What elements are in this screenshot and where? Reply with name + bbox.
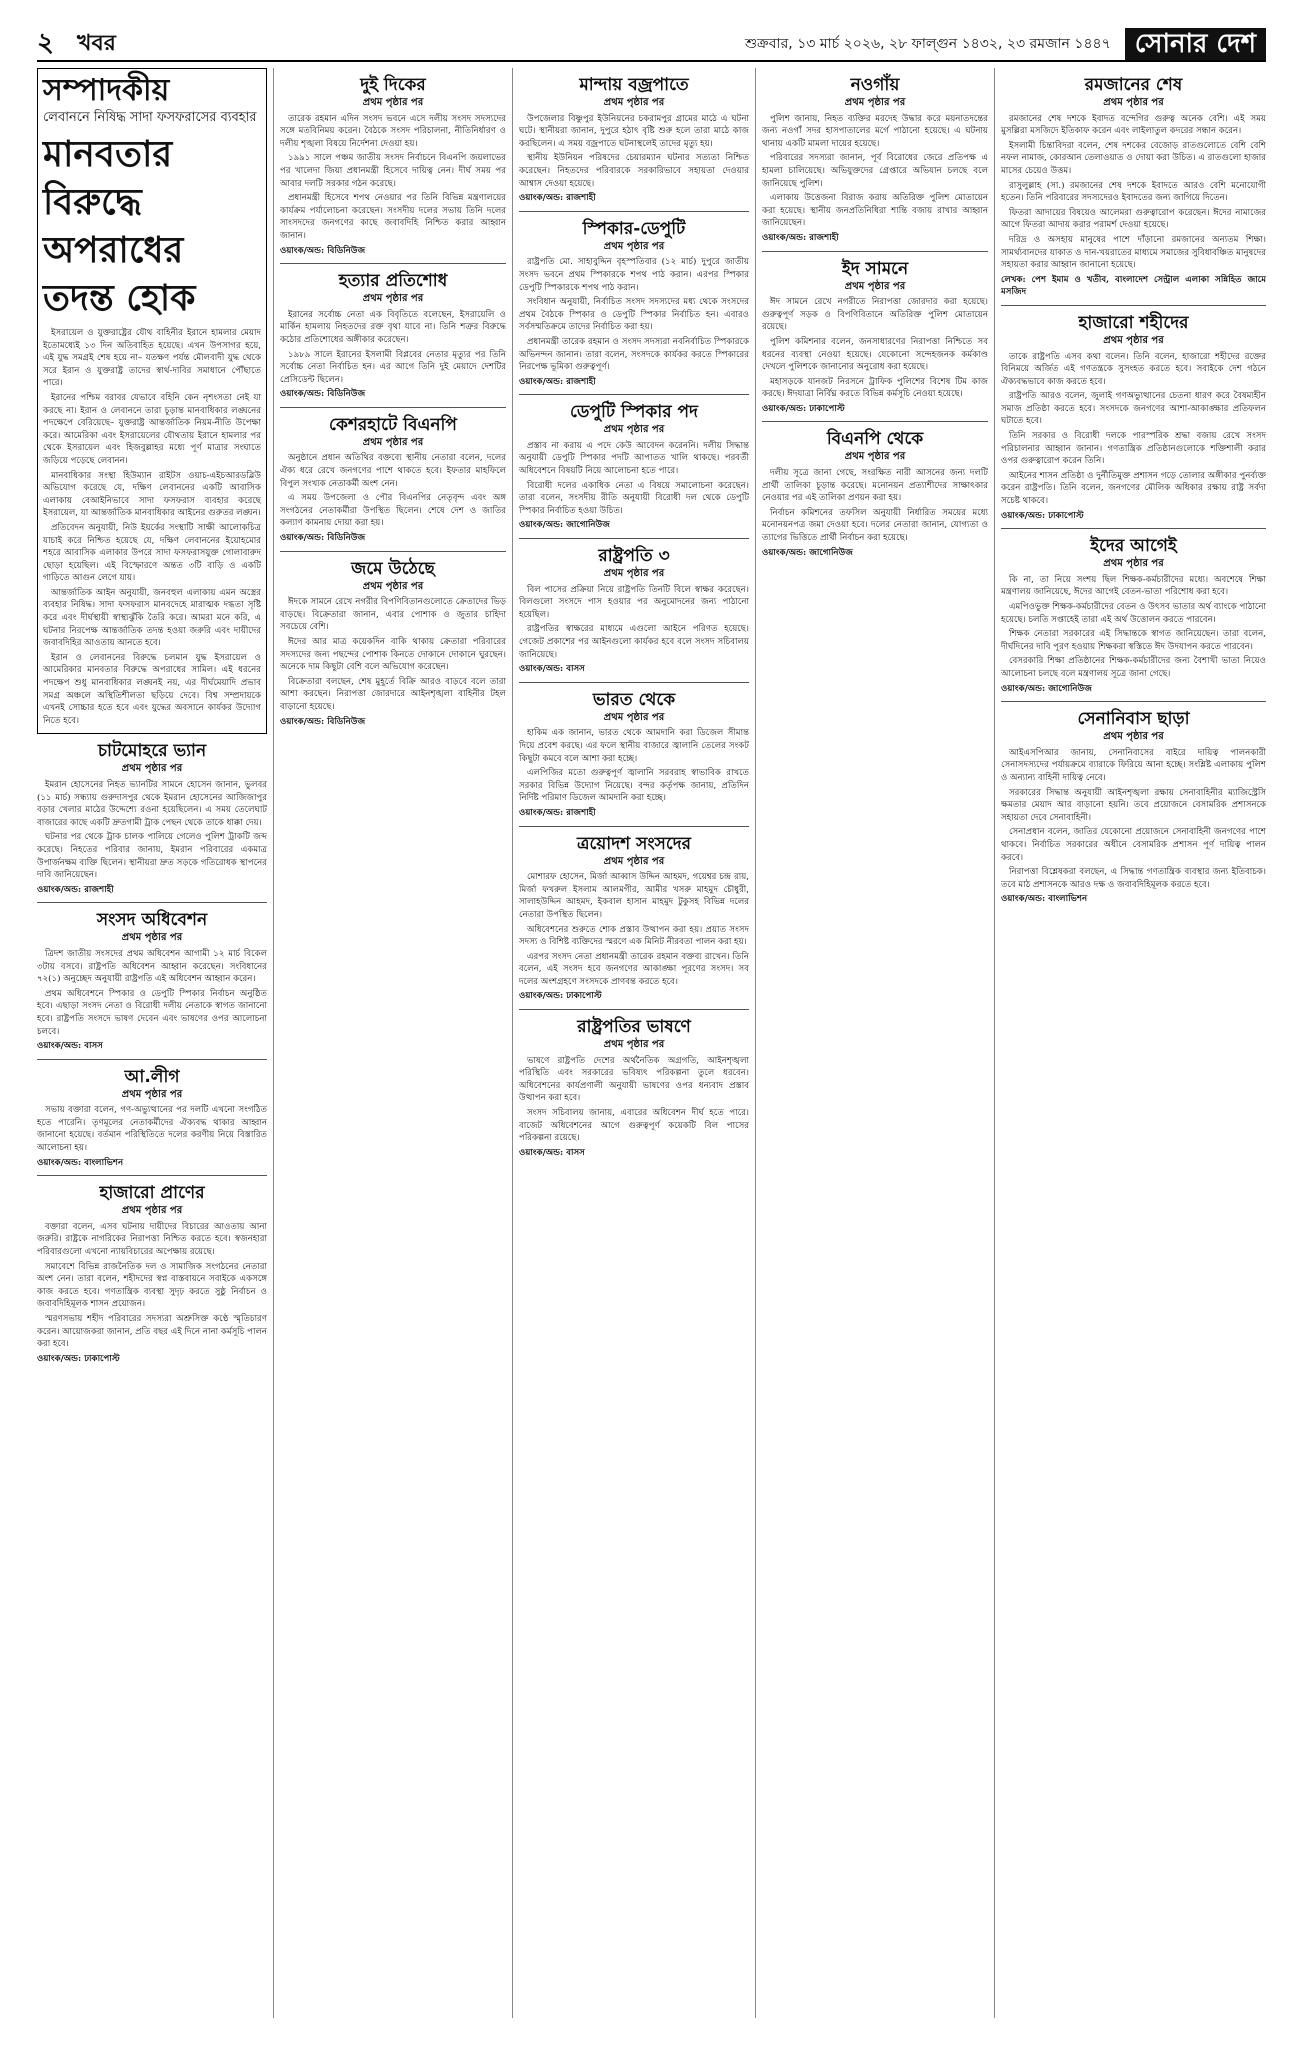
editorial-box bbox=[37, 68, 267, 734]
paragraph: উপজেলার বিষ্ণুপুর ইউনিয়নের চকরামপুর গ্রামের মাঠে এ ঘটনা ঘটে। স্থানীয়রা জানান, দুপুরে হঠাৎ বৃষ্টি শুরু হলে তারা মাঠে কাজ করছিলেন। এ সময় বজ্রপাতে ঘটনাস্থলেই তাদের মৃত্যু হয়। bbox=[519, 113, 749, 149]
article-source: ওয়াংক/অন্ড: বিডিনিউজ bbox=[280, 245, 366, 256]
paragraph: ১৯৯১ সালে পঞ্চম জাতীয় সংসদ নির্বাচনে বিএনপি জয়লাভের পর খালেদা জিয়া প্রধানমন্ত্রী হিসেবে দায়িত্ব নেন। দীর্ঘ সময় পর আবার দলটি সরকার গঠন করেছে। bbox=[280, 153, 506, 189]
article-source: ওয়াংক/অন্ড: বাসস bbox=[519, 1147, 585, 1158]
paragraph: দলীয় সূত্রে জানা গেছে, সংরক্ষিত নারী আসনের জন্য দলটি প্রার্থী তালিকা চূড়ান্ত করেছে। মনোনয়ন প্রত্যাশীদের সাক্ষাৎকার নেওয়ার পর এই তালিকা প্রণয়ন করা হয়। bbox=[762, 468, 988, 504]
article-source: ওয়াংক/অন্ড: রাজশাহী bbox=[519, 193, 596, 204]
article-keshor bbox=[280, 414, 506, 545]
article-source: ওয়াংক/অন্ড: ঢাকাপোস্ট bbox=[762, 403, 845, 414]
continued-label: প্রথম পৃষ্ঠার পর bbox=[362, 580, 424, 592]
article-title: স্পিকার-ডেপুটি bbox=[582, 218, 686, 239]
continued-label: প্রথম পৃষ্ঠার পর bbox=[1103, 97, 1164, 108]
paragraph: সমাবেশে বিভিন্ন রাজনৈতিক দল ও সামাজিক সংগঠনের নেতারা অংশ নেন। তারা বলেন, শহীদদের স্বপ্ন বাস্তবায়নে সবাইকে একসঙ্গে কাজ করতে হবে। গণতান্ত্রিক ব্যবস্থা সুদৃঢ় করতে সুষ্ঠু নির্বাচন ও জবাবদিহিমূলক শাসন প্রয়োজন। bbox=[37, 1261, 267, 1310]
paragraph: বিল পাসের প্রক্রিয়া নিয়ে রাষ্ট্রপতি তিনটি বিলে স্বাক্ষর করেছেন। বিলগুলো সংসদে পাস হওয়ার পর অনুমোদনের জন্য পাঠানো হয়েছিল। bbox=[519, 584, 749, 620]
article-source: ওয়াংক/অন্ড: রাজশাহী bbox=[519, 376, 596, 387]
paragraph: শিক্ষক নেতারা সরকারের এই সিদ্ধান্তকে স্বাগত জানিয়েছেন। তারা বলেন, দীর্ঘদিনের দাবি পূরণ হওয়ায় শিক্ষকরা স্বস্তিতে ঈদ উদযাপন করতে পারবেন। bbox=[1001, 629, 1266, 652]
article-source: ওয়াংক/অন্ড: বিডিনিউজ bbox=[280, 389, 366, 400]
article-title: ডেপুটি স্পিকার পদ bbox=[570, 402, 698, 423]
paragraph: রাসুলুল্লাহ (সা.) রমজানের শেষ দশকে ইবাদতে আরও বেশি মনোযোগী হতেন। তিনি পরিবারের সদস্যদেরও ইবাদতের জন্য জাগিয়ে দিতেন। bbox=[1001, 180, 1266, 204]
paragraph: ত্রিদশ জাতীয় সংসদের প্রথম অধিবেশন আগামী ১২ মার্চ বিকেল ৩টায় বসবে। রাষ্ট্রপতি অধিবেশন আহ্বান করেছেন। সংবিধানের ৭২(১) অনুচ্ছেদ অনুযায়ী রাষ্ট্রপতি এই অধিবেশন আহ্বান করেন। bbox=[37, 948, 267, 985]
page-number: ২ bbox=[37, 28, 54, 58]
paragraph: মহাসড়কে যানজট নিরসনে ট্রাফিক পুলিশের বিশেষ টিম কাজ করছে। ঈদযাত্রা নির্বিঘ্ন করতে বিভিন্ন কর্মসূচি নেওয়া হয়েছে। bbox=[762, 376, 988, 400]
paragraph: এ সময় উপজেলা ও পৌর বিএনপির নেতৃবৃন্দ এবং অঙ্গ সংগঠনের নেতাকর্মীরা উপস্থিত ছিলেন। শেষে দেশ ও জাতির কল্যাণ কামনায় দোয়া করা হয়। bbox=[280, 493, 506, 529]
continued-label: প্রথম পৃষ্ঠার পর bbox=[603, 855, 665, 867]
continued-label: প্রথম পৃষ্ঠার পর bbox=[1103, 731, 1164, 743]
article-deputy bbox=[519, 401, 749, 532]
continued-label: প্রথম পৃষ্ঠার পর bbox=[844, 451, 906, 463]
article-title: জমে উঠেছে bbox=[351, 558, 435, 579]
article-source: ওয়াংক/অন্ড: রাজশাহী bbox=[762, 232, 839, 243]
article-rashtrapati3 bbox=[519, 545, 749, 676]
editorial-headline: মানবতার বিরুদ্ধে অপরাধের তদন্ত হোক bbox=[43, 134, 196, 319]
paragraph: বেসরকারি শিক্ষা প্রতিষ্ঠানের শিক্ষক-কর্মচারীদের জন্য বৈশাখী ভাতা নিয়েও আলোচনা চলছে বলে মন্ত্রণালয় সূত্রে জানা গেছে। bbox=[1001, 656, 1266, 679]
continued-label: প্রথম পৃষ্ঠার পর bbox=[121, 1205, 183, 1217]
paragraph: এলপিজির মতো গুরুত্বপূর্ণ জ্বালানি সরবরাহ স্বাভাবিক রাখতে সরকার বিভিন্ন উদ্যোগ নিয়েছে। বন্দর কর্তৃপক্ষ জানায়, প্রতিদিন নির্দিষ্ট পরিমাণ ডিজেল আমদানি করা হচ্ছে। bbox=[519, 768, 749, 804]
editorial-body bbox=[43, 327, 261, 727]
paragraph: অধিবেশনের শুরুতে শোক প্রস্তাব উত্থাপন করা হয়। প্রয়াত সংসদ সদস্য ও বিশিষ্ট ব্যক্তিদের স্মরণে এক মিনিট নীরবতা পালন করা হয়। bbox=[519, 924, 749, 948]
article-title: রমজানের শেষ bbox=[1084, 75, 1183, 95]
paragraph: মানবাধিকার সংস্থা হিউম্যান রাইটস ওয়াচ-এইচআরডব্লিউ অভিযোগ করেছে যে, দক্ষিণ লেবাননের একটি আবাসিক এলাকায় বেআইনিভাবে সাদা ফসফরাস ব্যবহার করেছে ইসরায়েল, যা আন্তর্জাতিক মানবাধিকার আইনের গুরুতর লঙ্ঘন। bbox=[43, 470, 261, 519]
column-5 bbox=[1001, 68, 1266, 2018]
article-hajaro-pran bbox=[37, 1182, 267, 1365]
paragraph: ঘটনার পর থেকে ট্রাক চালক পালিয়ে গেলেও পুলিশ ট্রাকটি জব্দ করেছে। নিহতের পরিবার জানায়, ইমরান পরিবারের একমাত্র উপার্জনক্ষম ব্যক্তি ছিলেন। স্থানীয়রা দ্রুত সড়কে গতিরোধক স্থাপনের দাবি জানিয়েছেন। bbox=[37, 832, 267, 881]
paragraph: ১৯৮৯ সালে ইরানের ইসলামী বিপ্লবের নেতার মৃত্যুর পর তিনি সর্বোচ্চ নেতা নির্বাচিত হন। এর আগে তিনি দুই মেয়াদে দেশটির প্রেসিডেন্ট ছিলেন। bbox=[280, 349, 506, 385]
article-source: ওয়াংক/অন্ড: ঢাকাপোস্ট bbox=[37, 1353, 120, 1364]
article-bharot bbox=[519, 689, 749, 820]
continued-label: প্রথম পৃষ্ঠার পর bbox=[1103, 558, 1164, 570]
article-speaker bbox=[519, 218, 749, 389]
article-bhashon bbox=[519, 1016, 749, 1159]
column-4 bbox=[762, 68, 988, 2018]
paragraph: হাকিম এক জানান, ভারত থেকে আমদানি করা ডিজেল সীমান্ত দিয়ে প্রবেশ করছে। এর ফলে স্থানীয় বাজারে জ্বালানি তেলের সংকট কিছুটা কমবে বলে আশা করা হচ্ছে। bbox=[519, 728, 749, 764]
paragraph: মোশারফ হোসেন, মির্জা আব্বাস উদ্দিন আহমদ, গয়েশ্বর চন্দ্র রায়, মির্জা ফখরুল ইসলাম আলমগীর, আমীর খসরু মাহমুদ চৌধুরী, সালাহউদ্দিন আহমদ, ইকবাল হাসান মাহমুদ টুকুসহ বিভিন্ন দলের নেতারা উপস্থিত ছিলেন। bbox=[519, 872, 749, 920]
paragraph: ইরানের সর্বোচ্চ নেতা এক বিবৃতিতে বলেছেন, ইসরায়েলি ও মার্কিন হামলায় নিহতদের রক্ত বৃথা যাবে না। তিনি শত্রুর বিরুদ্ধে কঠোর প্রতিশোধের অঙ্গীকার করেছেন। bbox=[280, 309, 506, 345]
article-source: ওয়াংক/অন্ড: জাগোনিউজ bbox=[519, 520, 610, 531]
article-jome-uthche bbox=[280, 558, 506, 729]
date-line: শুক্রবার, ১৩ মার্চ ২০২৬, ২৮ ফাল্গুন ১৪৩২, ২৩ রমজান ১৪৪৭ bbox=[744, 36, 1111, 52]
article-naogaon bbox=[762, 74, 988, 245]
article-title: সেনানিবাস ছাড়া bbox=[1077, 709, 1190, 730]
article-source: ওয়াংক/অন্ড: বিডিনিউজ bbox=[280, 533, 366, 544]
article-title: ভারত থেকে bbox=[592, 689, 676, 710]
column-1 bbox=[37, 68, 267, 2018]
article-footer: লেখক: পেশ ইমাম ও খতীব, বাংলাদেশ সেন্ট্রাল এলাকা সন্নিহিত জামে মসজিদ bbox=[1001, 274, 1266, 298]
paragraph: এলাকায় উত্তেজনা বিরাজ করায় অতিরিক্ত পুলিশ মোতায়েন করা হয়েছে। স্থানীয় জনপ্রতিনিধিরা শান্তি বজায় রাখার আহ্বান জানিয়েছেন। bbox=[762, 193, 988, 229]
paragraph: বক্তারা বলেন, এসব ঘটনায় দায়ীদের বিচারের আওতায় আনা জরুরি। রাষ্ট্রকে নাগরিকের নিরাপত্তা নিশ্চিত করতে হবে। স্বজনহারা পরিবারগুলো এখনো ন্যায়বিচারের অপেক্ষায় রয়েছে। bbox=[37, 1221, 267, 1258]
editorial-kicker: লেবাননে নিষিদ্ধ সাদা ফসফরাসের ব্যবহার bbox=[43, 110, 257, 125]
continued-label: প্রথম পৃষ্ঠার পর bbox=[603, 568, 665, 580]
paragraph: বিক্রেতারা বলছেন, শেষ মুহূর্তে বিক্রি আরও বাড়বে বলে তারা আশা করছেন। নিরাপত্তা জোরদারে আইনশৃঙ্খলা বাহিনীর টহল বাড়ানো হয়েছে। bbox=[280, 676, 506, 712]
article-mandar bbox=[519, 74, 749, 205]
article-eider-age bbox=[1001, 535, 1266, 695]
continued-label: প্রথম পৃষ্ঠার পর bbox=[844, 97, 906, 108]
paragraph: পুলিশ জানায়, নিহত ব্যক্তির মরদেহ উদ্ধার করে ময়নাতদন্তের জন্য নওগাঁ সদর হাসপাতালের মর্গে পাঠানো হয়েছে। এ ঘটনায় থানায় একটি মামলা দায়ের হয়েছে। bbox=[762, 113, 988, 149]
article-source: ওয়াংক/অন্ড: জাগোনিউজ bbox=[762, 547, 853, 558]
paragraph: প্রধানমন্ত্রী হিসেবে শপথ নেওয়ার পর তিনি বিভিন্ন মন্ত্রণালয়ের কার্যক্রম পর্যালোচনা করেছেন। সংসদীয় দলের সভায় তিনি দলের সাংসদদের জনগণের কাছে জবাবদিহি নিশ্চিত করার আহ্বান জানান। bbox=[280, 193, 506, 241]
article-sonabas bbox=[1001, 708, 1266, 906]
article-title: ইদ সামনে bbox=[841, 258, 909, 279]
article-title: হত্যার প্রতিশোধ bbox=[338, 271, 448, 292]
article-source: ওয়াংক/অন্ড: বাংলাভিশন bbox=[1001, 894, 1088, 905]
paragraph: ঈদ সামনে রেখে নগরীতে নিরাপত্তা জোরদার করা হয়েছে। গুরুত্বপূর্ণ সড়ক ও বিপণিবিতানে অতিরিক্ত পুলিশ মোতায়েন রয়েছে। bbox=[762, 297, 988, 333]
paragraph: ভাষণে রাষ্ট্রপতি দেশের অর্থনৈতিক অগ্রগতি, আইনশৃঙ্খলা পরিস্থিতি এবং সরকারের ভবিষ্যৎ পরিকল্পনা তুলে ধরবেন। অধিবেশনের কার্যপ্রণালী অনুযায়ী ভাষণের ওপর ধন্যবাদ প্রস্তাব উত্থাপন করা হবে। bbox=[519, 1055, 749, 1104]
paragraph: প্রতিবেদন অনুযায়ী, নিউ ইয়র্কের সংস্থাটি সাক্ষী আলোকচিত্র যাচাই করে নিশ্চিত হয়েছে যে, দক্ষিণ লেবাননের ইয়োহমোর শহরে আবাসিক এলাকার উপরে সাদা ফসফরাসযুক্ত গোলাবারুদ ছোড়া হয়েছিল। এই বিস্ফোরণে অন্তত ৩টি বাড়ি ও একটি গাড়িতে আগুন লেগে যায়। bbox=[43, 522, 261, 584]
paragraph: আইএসপিআর জানায়, সেনানিবাসের বাইরে দায়িত্ব পালনকারী সেনাসদস্যদের পর্যায়ক্রমে ব্যারাকে ফিরিয়ে আনা হচ্ছে। সংশ্লিষ্ট এলাকায় পুলিশ ও অন্যান্য বাহিনী দায়িত্ব নেবে। bbox=[1001, 747, 1266, 783]
paragraph: নির্বাচন কমিশনের তফসিল অনুযায়ী নির্ধারিত সময়ের মধ্যে মনোনয়নপত্র জমা দেওয়া হবে। দলের নেতারা জানান, যোগ্যতা ও ত্যাগের ভিত্তিতে প্রার্থী নির্বাচন করা হয়েছে। bbox=[762, 507, 988, 544]
article-source: ওয়াংক/অন্ড: ঢাকাপোস্ট bbox=[1001, 510, 1084, 521]
article-source: ওয়াংক/অন্ড: রাজশাহী bbox=[519, 807, 596, 818]
section-name: খবর bbox=[77, 30, 116, 56]
article-source: ওয়াংক/অন্ড: জাগোনিউজ bbox=[1001, 683, 1092, 694]
article-bnp-theke bbox=[762, 428, 988, 559]
article-title: মান্দায় বজ্রপাতে bbox=[579, 75, 689, 95]
article-jatiyo bbox=[37, 909, 267, 1052]
paragraph: স্থানীয় ইউনিয়ন পরিষদের চেয়ারম্যান ঘটনার সত্যতা নিশ্চিত করেছেন। নিহতদের পরিবারকে সরকারিভাবে সহায়তা দেওয়ার আশ্বাস দেওয়া হয়েছে। bbox=[519, 153, 749, 189]
paragraph: তারেক রহমান এদিন সংসদ ভবনে এসে দলীয় সংসদ সদস্যদের সঙ্গে মতবিনিময় করেন। বৈঠকে সংসদ পরিচালনা, নীতিনির্ধারণ ও দলীয় শৃঙ্খলা বিষয়ে নির্দেশনা দেওয়া হয়। bbox=[280, 113, 506, 149]
article-source: ওয়াংক/অন্ড: রাজশাহী bbox=[37, 884, 114, 895]
paragraph: অনুষ্ঠানে প্রধান অতিথির বক্তব্যে স্থানীয় নেতারা বলেন, দলের ঐক্য ধরে রেখে জনগণের পাশে থাকতে হবে। ইফতার মাহফিলে বিপুল সংখ্যক নেতাকর্মী অংশ নেন। bbox=[280, 453, 506, 489]
paragraph: সরকারের সিদ্ধান্ত অনুযায়ী আইনশৃঙ্খলা রক্ষায় সেনাবাহিনীর ম্যাজিস্ট্রেসি ক্ষমতার মেয়াদ আর বাড়ানো হয়নি। তবে প্রয়োজনে বেসামরিক প্রশাসনকে সহায়তা দেবে সেনাবাহিনী। bbox=[1001, 787, 1266, 823]
continued-label: প্রথম পৃষ্ঠার পর bbox=[844, 280, 906, 292]
paragraph: ইরানের পশ্চিম বরাবর যেভাবে বহিনি কেন নৃশংসতা নেই যা করছে না। ইরান ও লেবাননে তারা চূড়ান্ত মানবাধিকার লঙ্ঘনের পদক্ষেপে বেরিয়েছে– যুক্তরাষ্ট্র আন্তর্জাতিক নিয়ম-নীতি উপেক্ষা করে। আমেরিকা এবং ইসরায়েলের যৌথতায় ইরানে হামলার পর থেকে ইসরায়েল এবং হিজবুল্লাহর মধ্যে পূর্ণ মাত্রার সংঘাতে জড়িয়ে পড়েছে লেবানন। bbox=[43, 392, 261, 466]
continued-label: প্রথম পৃষ্ঠার পর bbox=[362, 97, 424, 108]
article-title: রাষ্ট্রপতির ভাষণে bbox=[577, 1017, 691, 1038]
paragraph: নিরাপত্তা বিশ্লেষকরা বলছেন, এ সিদ্ধান্ত গণতান্ত্রিক ব্যবস্থার জন্য ইতিবাচক। তবে মাঠ প্রশাসনকে আরও দক্ষ ও জবাবদিহিমূলক করতে হবে। bbox=[1001, 867, 1266, 890]
continued-label: প্রথম পৃষ্ঠার পর bbox=[603, 240, 665, 252]
article-source: ওয়াংক/অন্ড: বাসস bbox=[37, 1041, 103, 1052]
article-source: ওয়াংক/অন্ড: বিডিনিউজ bbox=[280, 716, 366, 727]
paragraph: এমপিওভুক্ত শিক্ষক-কর্মচারীদের বেতন ও উৎসব ভাতার অর্থ ব্যাংকে পাঠানো হয়েছে। চলতি সপ্তাহেই তারা এই অর্থ উত্তোলন করতে পারবেন। bbox=[1001, 602, 1266, 625]
article-troyodosh bbox=[519, 833, 749, 1004]
paragraph: ইসলামী চিন্তাবিদরা বলেন, শেষ দশকের বেজোড় রাতগুলোতে বেশি বেশি নফল নামাজ, কোরআন তেলাওয়াত ও দোয়া করা উচিত। এ রাতগুলো হাজার মাসের চেয়েও উত্তম। bbox=[1001, 140, 1266, 176]
article-awami bbox=[37, 1066, 267, 1170]
article-title: ইদের আগেই bbox=[1090, 536, 1177, 557]
article-title: নওগাঁয় bbox=[850, 75, 900, 95]
article-title: দুই দিকের bbox=[360, 75, 426, 95]
article-ramjan bbox=[1001, 74, 1266, 299]
paragraph: প্রথম অধিবেশনে স্পিকার ও ডেপুটি স্পিকার নির্বাচন অনুষ্ঠিত হবে। এছাড়া সংসদ নেতা ও বিরোধী দলীয় নেতাকে স্বাগত জানানো হবে। রাষ্ট্রপতি সংসদে ভাষণ দেবেন এবং ভাষণের ওপর আলোচনা চলবে। bbox=[37, 988, 267, 1037]
paragraph: রাষ্ট্রপতি আরও বলেন, জুলাই গণঅভ্যুত্থানের চেতনা ধারণ করে বৈষম্যহীন সমাজ প্রতিষ্ঠা করতে হবে। সংসদকে জনগণের আশা-আকাঙ্ক্ষার প্রতিফলন ঘটাতে হবে। bbox=[1001, 391, 1266, 427]
article-source: ওয়াংক/অন্ড: বাসস bbox=[519, 664, 585, 675]
paragraph: এরপর সংসদ নেতা প্রধানমন্ত্রী তারেক রহমান বক্তব্য রাখেন। তিনি বলেন, এই সংসদ হবে জনগণের আকাঙ্ক্ষা পূরণের সংসদ। সব দলের অংশগ্রহণে সংসদকে প্রাণবন্ত করতে হবে। bbox=[519, 951, 749, 987]
article-title: সংসদ অধিবেশন bbox=[96, 910, 208, 931]
continued-label: প্রথম পৃষ্ঠার পর bbox=[121, 763, 183, 775]
paragraph: কি না, তা নিয়ে সংশয় ছিল শিক্ষক-কর্মচারীদের মধ্যে। অবশেষে শিক্ষা মন্ত্রণালয় জানিয়েছে, ঈদের আগেই বেতন-ভাতা পরিশোধ করা হবে। bbox=[1001, 574, 1266, 598]
article-title: বিএনপি থেকে bbox=[826, 429, 924, 450]
masthead bbox=[37, 28, 1266, 62]
continued-label: প্রথম পৃষ্ঠার পর bbox=[362, 436, 424, 448]
continued-label: প্রথম পৃষ্ঠার পর bbox=[362, 293, 424, 305]
paragraph: রাষ্ট্রপতির স্বাক্ষরের মাধ্যমে এগুলো আইনে পরিণত হয়েছে। গেজেট প্রকাশের পর আইনগুলো কার্যকর হবে বলে সংসদ সচিবালয় জানিয়েছে। bbox=[519, 624, 749, 660]
paragraph: ইরান ও লেবাননের বিরুদ্ধে চলমান যুদ্ধ ইসরায়েল ও আমেরিকার মানবতার বিরুদ্ধে অপরাধের সামিল। এই ধরনের পদক্ষেপ শুধু মানবাধিকার লঙ্ঘনই নয়, এর দীর্ঘমেয়াদি প্রভাব সমগ্র অঞ্চলে অস্থিতিশীলতা ছড়িয়ে দেবে। বিশ্ব সম্প্রদায়কে এখনই সোচ্চার হতে হবে এবং যুদ্ধের অবসানে কার্যকর উদ্যোগ নিতে হবে। bbox=[43, 652, 261, 726]
paragraph: পরিবারের সদস্যরা জানান, পূর্ব বিরোধের জেরে প্রতিপক্ষ এ হামলা চালিয়েছে। অভিযুক্তদের গ্রেপ্তারে অভিযান চলছে বলে জানিয়েছে পুলিশ। bbox=[762, 153, 988, 189]
paragraph: প্রস্তাব না করায় এ পদে কেউ আবেদন করেননি। দলীয় সিদ্ধান্ত অনুযায়ী ডেপুটি স্পিকার পদটি আপাতত খালি থাকছে। পরবর্তী অধিবেশনে বিষয়টি নিয়ে আলোচনা হতে পারে। bbox=[519, 440, 749, 477]
paragraph: আন্তর্জাতিক আইন অনুযায়ী, জনবহুল এলাকায় এমন অস্ত্রের ব্যবহার নিষিদ্ধ। সাদা ফসফরাস মানবদেহে মারাত্মক দগ্ধতা সৃষ্টি করে এবং দীর্ঘস্থায়ী স্বাস্থ্যঝুঁকি তৈরি করে। আমরা মনে করি, এ ঘটনার নিরপেক্ষ আন্তর্জাতিক তদন্ত হওয়া জরুরি এবং দায়ীদের জবাবদিহির আওতায় আনতে হবে। bbox=[43, 587, 261, 649]
article-eid-samne bbox=[762, 258, 988, 416]
column-2 bbox=[280, 68, 506, 2018]
column-3 bbox=[519, 68, 749, 2018]
paragraph: সংবিধান অনুযায়ী, নির্বাচিত সংসদ সদস্যদের মধ্য থেকে সংসদের প্রথম বৈঠকে স্পিকার ও ডেপুটি স্পিকার নির্বাচিত হন। এবারও সর্বসম্মতিক্রমে তাদের নির্বাচিত করা হয়। bbox=[519, 297, 749, 333]
paragraph: রমজানের শেষ দশকে ইবাদত বন্দেগির গুরুত্ব অনেক বেশি। এই সময় মুসল্লিরা মসজিদে ইতিকাফ করেন এবং লাইলাতুল কদরের সন্ধান করেন। bbox=[1001, 113, 1266, 137]
continued-label: প্রথম পৃষ্ঠার পর bbox=[121, 1088, 183, 1100]
article-title: রাষ্ট্রপতি ৩ bbox=[598, 546, 670, 567]
paragraph: ফিতরা আদায়ের বিষয়েও আলেমরা গুরুত্বারোপ করেছেন। ঈদের নামাজের আগে ফিতরা আদায় করার পরামর্শ দেওয়া হয়েছে। bbox=[1001, 207, 1266, 231]
continued-label: প্রথম পৃষ্ঠার পর bbox=[603, 711, 665, 723]
article-hotyar bbox=[280, 270, 506, 401]
article-title: আ.লীগ bbox=[124, 1066, 180, 1087]
paragraph: আইনের শাসন প্রতিষ্ঠা ও দুর্নীতিমুক্ত প্রশাসন গড়ে তোলার অঙ্গীকার পুনর্ব্যক্ত করেন রাষ্ট্রপতি। তিনি বলেন, জনগণের মৌলিক অধিকার রক্ষায় রাষ্ট্র সর্বদা সচেষ্ট থাকবে। bbox=[1001, 470, 1266, 507]
paragraph: ঈদকে সামনে রেখে নগরীর বিপণিবিতানগুলোতে ক্রেতাদের ভিড় বাড়ছে। বিক্রেতারা জানান, এবার পোশাক ও জুতার চাহিদা সবচেয়ে বেশি। bbox=[280, 597, 506, 633]
paragraph: সংসদ সচিবালয় জানায়, এবারের অধিবেশন দীর্ঘ হতে পারে। বাজেট অধিবেশনের আগে গুরুত্বপূর্ণ কয়েকটি বিল পাসের পরিকল্পনা রয়েছে। bbox=[519, 1108, 749, 1144]
paragraph: ইসরায়েল ও যুক্তরাষ্ট্রের যৌথ বাহিনীর ইরানে হামলার মেয়াদ ইতোমধ্যেই ১৩ দিন অতিবাহিত হয়েছে। এখন উপসাগর হয়ে, এই যুদ্ধ সমগ্রই শেষ হয়ে না– যতক্ষণ পর্যন্ত মৌলবাদী যুদ্ধ থেকে সরে ইরান ও যুক্তরাষ্ট্র তাদের স্বার্থ-দাবির সমাধানে পৌঁছাতে পারে। bbox=[43, 328, 261, 389]
paragraph: রাষ্ট্রপতি মো. সাহাবুদ্দিন বৃহস্পতিবার (১২ মার্চ) দুপুরে জাতীয় সংসদ ভবনে প্রথম স্পিকারকে শপথ পাঠ করান। এরপর স্পিকার ডেপুটি স্পিকারকে শপথ পাঠ করান। bbox=[519, 257, 749, 293]
article-source: ওয়াংক/অন্ড: ঢাকাপোস্ট bbox=[519, 991, 602, 1002]
continued-label: প্রথম পৃষ্ঠার পর bbox=[1103, 334, 1164, 346]
article-title: কেশরহাটে বিএনপি bbox=[329, 414, 457, 435]
paragraph: প্রধানমন্ত্রী তারেক রহমান ও সংসদ সদস্যরা নবনির্বাচিত স্পিকারকে অভিনন্দন জানান। তারা বলেন, সংসদকে কার্যকর করতে স্পিকারের নিরপেক্ষ ভূমিকা গুরুত্বপূর্ণ। bbox=[519, 336, 749, 373]
paragraph: দরিদ্র ও অসহায় মানুষের পাশে দাঁড়ানো রমজানের অন্যতম শিক্ষা। সামর্থ্যবানদের যাকাত ও দান-খয়রাতের মাধ্যমে সমাজের সুবিধাবঞ্চিত মানুষদের সহায়তা করার আহ্বান জানানো হয়েছে। bbox=[1001, 234, 1266, 271]
article-hajaro-shohid bbox=[1001, 312, 1266, 522]
article-title: চাটমোহরে ভ্যান bbox=[97, 741, 207, 762]
article-dui-diker bbox=[280, 74, 506, 257]
paragraph: বিরোধী দলের একাধিক নেতা এ বিষয়ে সমালোচনা করেছেন। তারা বলেন, সংসদীয় রীতি অনুযায়ী বিরোধী দল থেকে ডেপুটি স্পিকার নির্বাচিত হওয়া উচিত। bbox=[519, 480, 749, 516]
paragraph: তিনি সরকার ও বিরোধী দলকে পারস্পরিক শ্রদ্ধা বজায় রেখে সংসদ পরিচালনার আহ্বান জানান। গণতান্ত্রিক প্রতিষ্ঠানগুলোকে শক্তিশালী করার ওপর গুরুত্বারোপ করেন তিনি। bbox=[1001, 431, 1266, 467]
paragraph: পুলিশ কমিশনার বলেন, জনসাধারণের নিরাপত্তা নিশ্চিতে সব ধরনের ব্যবস্থা নেওয়া হয়েছে। যেকোনো সন্দেহজনক কর্মকাণ্ড দেখলে পুলিশকে জানানোর অনুরোধ করা হয়েছে। bbox=[762, 336, 988, 373]
paragraph: সভায় বক্তারা বলেন, গণ-অভ্যুত্থানের পর দলটি এখনো সংগঠিত হতে পারেনি। তৃণমূলের নেতাকর্মীদের ঐক্যবদ্ধ থাকার আহ্বান জানানো হয়েছে। বর্তমান পরিস্থিতিতে দলের করণীয় নিয়ে বিস্তারিত আলোচনা হয়। bbox=[37, 1105, 267, 1154]
paragraph: স্মরণসভায় শহীদ পরিবারের সদস্যরা অশ্রুসিক্ত কণ্ঠে স্মৃতিচারণ করেন। আয়োজকরা জানান, প্রতি বছর এই দিনে নানা কর্মসূচি পালন করা হবে। bbox=[37, 1314, 267, 1350]
continued-label: প্রথম পৃষ্ঠার পর bbox=[603, 1039, 665, 1051]
paragraph: সেনাপ্রধান বলেন, জাতির যেকোনো প্রয়োজনে সেনাবাহিনী জনগণের পাশে থাকবে। নির্বাচিত সরকারের অধীনে বেসামরিক প্রশাসন পূর্ণ দায়িত্ব পালন করবে। bbox=[1001, 827, 1266, 863]
article-chatmohor bbox=[37, 740, 267, 896]
article-source: ওয়াংক/অন্ড: বাংলাভিশন bbox=[37, 1157, 124, 1168]
article-title: হাজারো শহীদের bbox=[1078, 312, 1189, 333]
newspaper-logo: সোনার দেশ bbox=[1125, 28, 1266, 60]
continued-label: প্রথম পৃষ্ঠার পর bbox=[603, 97, 665, 108]
continued-label: প্রথম পৃষ্ঠার পর bbox=[603, 424, 665, 436]
article-title: হাজারো প্রাণের bbox=[99, 1183, 205, 1204]
continued-label: প্রথম পৃষ্ঠার পর bbox=[121, 932, 183, 944]
editorial-label: সম্পাদকীয় bbox=[43, 73, 170, 108]
paragraph: তাকে রাষ্ট্রপতি এসব কথা বলেন। তিনি বলেন, হাজারো শহীদের রক্তের বিনিময়ে অর্জিত এই গণতন্ত্রকে সুসংহত করতে হবে। সবাইকে দেশ গঠনে ঐক্যবদ্ধভাবে কাজ করতে হবে। bbox=[1001, 351, 1266, 387]
paragraph: ঈদের আর মাত্র কয়েকদিন বাকি থাকায় ক্রেতারা পরিবারের সদস্যদের জন্য পছন্দের পোশাক কিনতে দোকানে দোকানে ঘুরছেন। অনেকে দাম কিছুটা বেশি বলে অভিযোগ করেছেন। bbox=[280, 637, 506, 673]
paragraph: ইমরান হোসেনের নিহত ভ্যানটির সামনে হোসেন জানান, ভুলবর (১১ মার্চ) সন্ধ্যায় গুরুদাসপুর থেকে ইমরান হোসেনের আজিজাপুর বড়ার খেলার মাঠের উদ্দেশ্যে রওনা হয়েছিলেন। এ সময় তেলেঘাট বাজারের কাছে একটি দ্রুতগামী ট্রাক পেছন থেকে তাকে ধাক্কা দেয়। bbox=[37, 780, 267, 828]
article-title: ত্রয়োদশ সংসদের bbox=[576, 833, 692, 854]
